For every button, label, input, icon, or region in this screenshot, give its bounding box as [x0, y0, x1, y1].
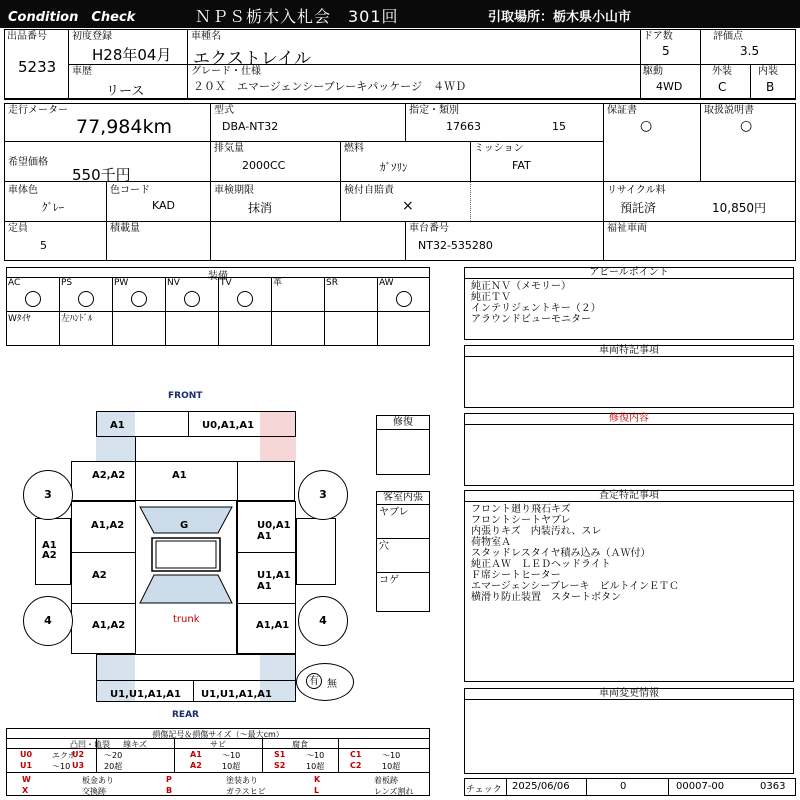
inspection-note-line: 荷物室Ａ	[471, 537, 511, 548]
name-label: 車種名	[191, 31, 221, 42]
warranty-value: ○	[640, 118, 653, 134]
panel-fender-left: A2,A2	[92, 470, 126, 481]
history-value: リース	[106, 84, 145, 99]
legend-code: A1	[190, 750, 202, 759]
appeal-section	[464, 267, 794, 340]
panel-rfender-left: A1,A2	[92, 620, 126, 631]
panel-rfender-right: A1,A1	[256, 620, 290, 631]
legend-text: ～10	[382, 751, 401, 760]
badge-no: 無	[327, 679, 337, 690]
legend-code: U0	[20, 750, 33, 759]
legend-text: ～10	[222, 751, 241, 760]
inspection-label: 車検期限	[214, 185, 254, 196]
legend-code: U3	[72, 761, 85, 770]
legend-code: B	[166, 786, 173, 795]
panel-rear-left: U1,U1,A1,A1	[110, 689, 181, 700]
panel-rdoor-left: A2	[92, 570, 107, 581]
legend-code: C2	[350, 761, 362, 770]
inspection-note-line: 純正ＡＷ ＬＥＤヘッドライト	[471, 559, 611, 570]
chassis-value: NT32-535280	[418, 239, 493, 252]
score-label: 評価点	[713, 31, 743, 42]
cabin-hole: 穴	[379, 541, 389, 552]
legend-text: 板金あり	[82, 776, 114, 785]
legend-text: 塗装あり	[226, 776, 258, 785]
badge-yes: 有	[306, 673, 322, 689]
inspection-note-line: Ｆ席シートヒーター	[471, 570, 561, 581]
price-label: 希望価格	[8, 157, 48, 168]
legend-code: K	[314, 775, 321, 784]
legend-text: 交換跡	[82, 787, 106, 796]
front-label: FRONT	[168, 391, 203, 401]
legend-text: ～20	[104, 751, 123, 760]
hood-area	[71, 461, 295, 501]
equipment-label: PW	[114, 278, 129, 288]
cabin-burn: コゲ	[379, 575, 399, 586]
legend-code: X	[22, 786, 29, 795]
equipment-mark-icon	[184, 291, 200, 307]
panel-fdoor-right: U0,A1	[257, 520, 291, 531]
cabin-tear: ヤブレ	[379, 507, 409, 518]
score-value: 3.5	[740, 44, 760, 58]
legend-group: 線キズ	[123, 740, 147, 749]
auction-title: ＮＰＳ栃木入札会 301回	[195, 7, 399, 26]
model-label: 型式	[214, 105, 234, 116]
panel-fdoor-right-2: A1	[257, 531, 272, 542]
equipment-label: SR	[326, 278, 338, 288]
appeal-line: 純正ＮＶ（メモリー）	[471, 281, 571, 292]
recycle-label: リサイクル料	[607, 185, 666, 196]
warranty-label: 保証書	[607, 105, 637, 116]
appeal-line: 純正ＴＶ	[471, 292, 511, 303]
legend-group: 腐食	[292, 740, 308, 749]
ext-label: 外装	[712, 66, 732, 77]
legend-group: 凸凹・亀裂	[70, 740, 110, 749]
chassis-label: 車台番号	[409, 223, 449, 234]
legend-text: 着板跡	[374, 776, 398, 785]
equipment-label: AW	[379, 278, 394, 288]
int-value: B	[766, 80, 775, 94]
repair-box-title: 修復	[377, 416, 429, 430]
footer-serial: 0363	[760, 781, 786, 792]
equipment-mark-icon	[396, 291, 412, 307]
panel-front-right: U0,A1,A1	[202, 420, 255, 431]
equipment-label: NV	[167, 278, 180, 288]
inspection-note-line: エマージェンシーブレーキ ビルトインＥＴＣ	[471, 581, 679, 592]
legend-code: S1	[274, 750, 286, 759]
price-value: 550千円	[72, 166, 131, 184]
equipment-mark-icon	[237, 291, 253, 307]
header-bar	[0, 0, 800, 28]
legend-code: W	[22, 775, 31, 784]
panel-front-left: A1	[110, 420, 125, 431]
designation-value: 17663	[446, 120, 481, 133]
panel-rear-right: U1,U1,A1,A1	[201, 689, 272, 700]
fuel-value: ｶﾞｿﾘﾝ	[380, 161, 408, 174]
change-info-title: 車両変更情報	[465, 689, 793, 700]
first-reg-value: H28年04月	[92, 46, 172, 64]
recycle-fee: 10,850円	[712, 201, 766, 215]
liability-value: ×	[402, 198, 414, 214]
drive-label: 駆動	[643, 66, 663, 77]
panel-side-left-2: A2	[42, 550, 57, 561]
legend-text: エクボ	[52, 751, 76, 760]
condition-check-title: Condition Check	[8, 10, 136, 25]
inspection-notes-lines	[465, 502, 793, 605]
repair-contents-title: 修復内容	[465, 414, 793, 425]
lot-number: 5233	[18, 58, 57, 76]
legend-text: ～10	[306, 751, 325, 760]
first-reg-label: 初度登録	[72, 31, 112, 42]
wheel-rear-left: 4	[23, 596, 73, 646]
legend-text: ～10	[52, 762, 71, 771]
wheel-front-right: 3	[298, 470, 348, 520]
recycle-status: 預託済	[620, 201, 657, 215]
panel-hood: A1	[172, 470, 187, 481]
equipment-label: AC	[8, 278, 21, 288]
legend-code: U2	[72, 750, 85, 759]
grade-label: グレード・仕様	[191, 66, 261, 77]
inspection-note-line: スタッドレスタイヤ積み込み（ＡＷ付）	[471, 548, 651, 559]
legend-title: 損傷記号＆損傷サイズ（～最大cm）	[152, 730, 284, 739]
doors-label: ドア数	[643, 31, 673, 42]
color-value: ｸﾞﾚｰ	[42, 201, 64, 214]
appeal-line: アラウンドビューモニター	[471, 314, 591, 325]
rear-label: REAR	[172, 710, 199, 720]
change-info-section	[464, 688, 794, 774]
legend-text: 20超	[104, 762, 123, 771]
color-label: 車体色	[8, 185, 38, 196]
legend-group: サビ	[210, 740, 226, 749]
trunk-label: trunk	[173, 614, 200, 625]
vehicle-name: エクストレイル	[193, 49, 311, 69]
footer-code: 00007-00	[676, 781, 725, 792]
appeal-title: アピールポイント	[465, 268, 793, 279]
repair-contents-section	[464, 413, 794, 486]
wheel-rear-right: 4	[298, 596, 348, 646]
inspection-note-line: フロントシートヤブレ	[471, 515, 571, 526]
side-panel-right	[296, 518, 336, 585]
equipment-mark-icon	[78, 291, 94, 307]
panel-fdoor-left: A1,A2	[91, 520, 125, 531]
equipment-row2-label: Wﾀｲﾔ	[8, 314, 31, 324]
manual-label: 取扱説明書	[704, 105, 754, 116]
capacity-value: 5	[40, 239, 47, 252]
liability-label: 検付自賠責	[344, 185, 394, 196]
panel-roof: G	[180, 520, 189, 531]
legend-code: A2	[190, 761, 202, 770]
manual-value: ○	[740, 118, 753, 134]
inspection-note-line: フロント廻り飛石キズ	[471, 504, 571, 515]
color-code-value: KAD	[152, 199, 176, 212]
displacement-label: 排気量	[214, 143, 244, 154]
legend-text: 10超	[382, 762, 401, 771]
designation-label: 指定・類別	[409, 105, 459, 116]
legend-text: 10超	[306, 762, 325, 771]
panel-rdoor-right-2: A1	[257, 581, 272, 592]
equipment-title: 装備	[208, 271, 228, 282]
inspection-note-line: 内張りキズ 内装汚れ、スレ	[471, 526, 602, 537]
equipment-row2-label: 左ﾊﾝﾄﾞﾙ	[61, 314, 93, 324]
welfare-label: 福祉車両	[607, 223, 647, 234]
fuel-label: 燃料	[344, 143, 364, 154]
appeal-line: インテリジェントキー（２）	[471, 303, 601, 314]
color-code-label: 色コード	[110, 185, 150, 196]
equipment-label: 革	[273, 278, 283, 288]
displacement-value: 2000CC	[242, 159, 286, 172]
int-label: 内装	[758, 66, 778, 77]
capacity-label: 定員	[8, 223, 28, 234]
category-value: 15	[552, 120, 566, 133]
equipment-mark-icon	[25, 291, 41, 307]
grade-value: ２０Ｘ エマージェンシーブレーキパッケージ ４ＷＤ	[193, 80, 467, 93]
legend-code: L	[314, 786, 320, 795]
doors-value: 5	[662, 44, 670, 58]
cabin-title: 客室内張	[377, 491, 429, 505]
equipment-label: PS	[61, 278, 73, 288]
legend-text: レンズ割れ	[374, 787, 414, 796]
inspection-notes-section	[464, 490, 794, 682]
special-notes-title: 車両特記事項	[465, 346, 793, 357]
legend-code: P	[166, 775, 172, 784]
cabin-outline	[136, 503, 236, 607]
legend-text: 10超	[222, 762, 241, 771]
panel-side-left-1: A1	[42, 540, 57, 551]
pickup-location: 引取場所：栃木県小山市	[488, 10, 632, 25]
history-label: 車歴	[72, 66, 92, 77]
legend-text: ガラスヒビ	[226, 787, 266, 796]
equipment-mark-icon	[131, 291, 147, 307]
ext-value: C	[718, 80, 727, 94]
inspection-note-line: 横滑り防止装置 スタートボタン	[471, 592, 621, 603]
inspection-notes-title: 査定特記事項	[465, 491, 793, 502]
legend-code: S2	[274, 761, 286, 770]
appeal-lines	[465, 279, 793, 327]
mission-value: FAT	[512, 159, 531, 172]
inspection-value: 抹消	[248, 201, 273, 215]
panel-rdoor-right: U1,A1	[257, 570, 291, 581]
mileage-value: 77,984km	[76, 116, 172, 138]
drive-value: 4WD	[656, 80, 683, 93]
mileage-label: 走行メーター	[8, 105, 68, 116]
check-label: チェック	[466, 785, 502, 795]
special-notes-section	[464, 345, 794, 408]
legend-code: U1	[20, 761, 33, 770]
lot-label: 出品番号	[7, 31, 47, 42]
legend-code: C1	[350, 750, 362, 759]
equipment-label: TV	[220, 278, 232, 288]
spare-tire-badge	[296, 663, 354, 701]
mission-label: ミッション	[474, 143, 524, 154]
check-count: 0	[620, 781, 627, 792]
load-label: 積載量	[110, 223, 140, 234]
check-date: 2025/06/06	[512, 781, 570, 792]
wheel-front-left: 3	[23, 470, 73, 520]
model-value: DBA-NT32	[222, 120, 279, 133]
